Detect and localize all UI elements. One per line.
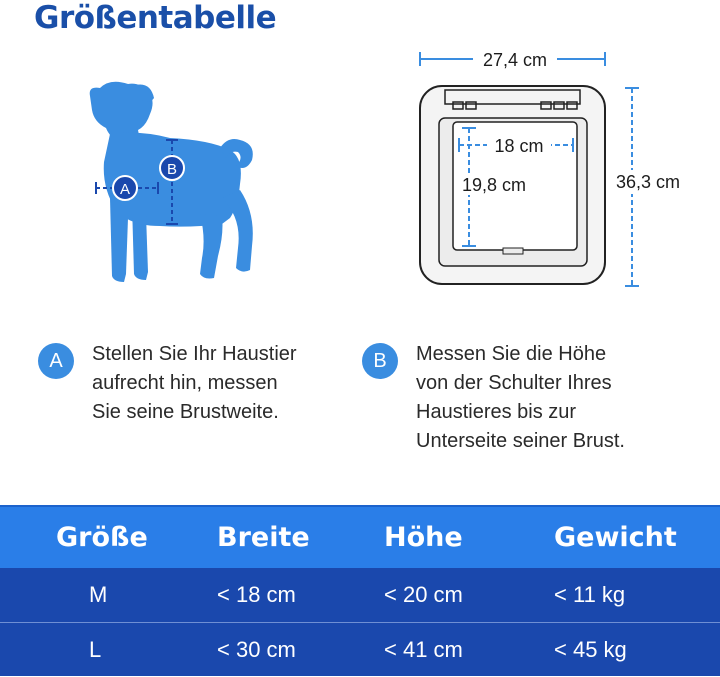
table-header	[0, 505, 720, 568]
pet-door-icon	[405, 40, 705, 300]
step-a	[38, 340, 338, 427]
dog-silhouette-icon	[80, 78, 270, 288]
row-l-weight: < 45 kg	[554, 636, 627, 662]
size-table	[0, 505, 720, 677]
step-b	[362, 340, 707, 456]
table-row	[0, 568, 720, 622]
row-l-width: < 30 cm	[217, 636, 296, 662]
marker-b	[160, 156, 184, 180]
inner-height-label: 19,8 cm	[461, 175, 527, 195]
row-m-size: M	[89, 582, 108, 607]
step-b-text: Messen Sie die Höhe von der Schulter Ihres Haustieres bis zur Unterseite seiner Brust.	[416, 343, 625, 452]
page-title: Größentabelle	[34, 0, 277, 36]
header-height: Höhe	[384, 522, 463, 553]
row-l-height: < 41 cm	[384, 636, 463, 662]
dog-diagram	[80, 78, 270, 288]
header-width: Breite	[217, 522, 310, 553]
row-l-size: L	[89, 636, 102, 662]
row-m-height: < 20 cm	[384, 582, 463, 607]
outer-height-label: 36,3 cm	[615, 172, 681, 192]
row-m-width: < 18 cm	[217, 582, 296, 607]
step-b-badge: B	[362, 343, 398, 379]
header-weight: Gewicht	[554, 522, 677, 553]
header-size: Größe	[56, 522, 148, 553]
outer-width-label: 27,4 cm	[482, 50, 548, 70]
inner-width-label: 18 cm	[494, 136, 544, 156]
step-a-text: Stellen Sie Ihr Haustier aufrecht hin, messen Sie seine Brustweite.	[92, 343, 297, 423]
step-a-badge: A	[38, 343, 74, 379]
svg-text:B: B	[166, 161, 178, 178]
marker-a	[113, 176, 137, 200]
row-m-weight: < 11 kg	[554, 582, 626, 607]
svg-text:A: A	[119, 181, 131, 198]
table-row	[0, 622, 720, 676]
door-diagram	[405, 40, 705, 300]
